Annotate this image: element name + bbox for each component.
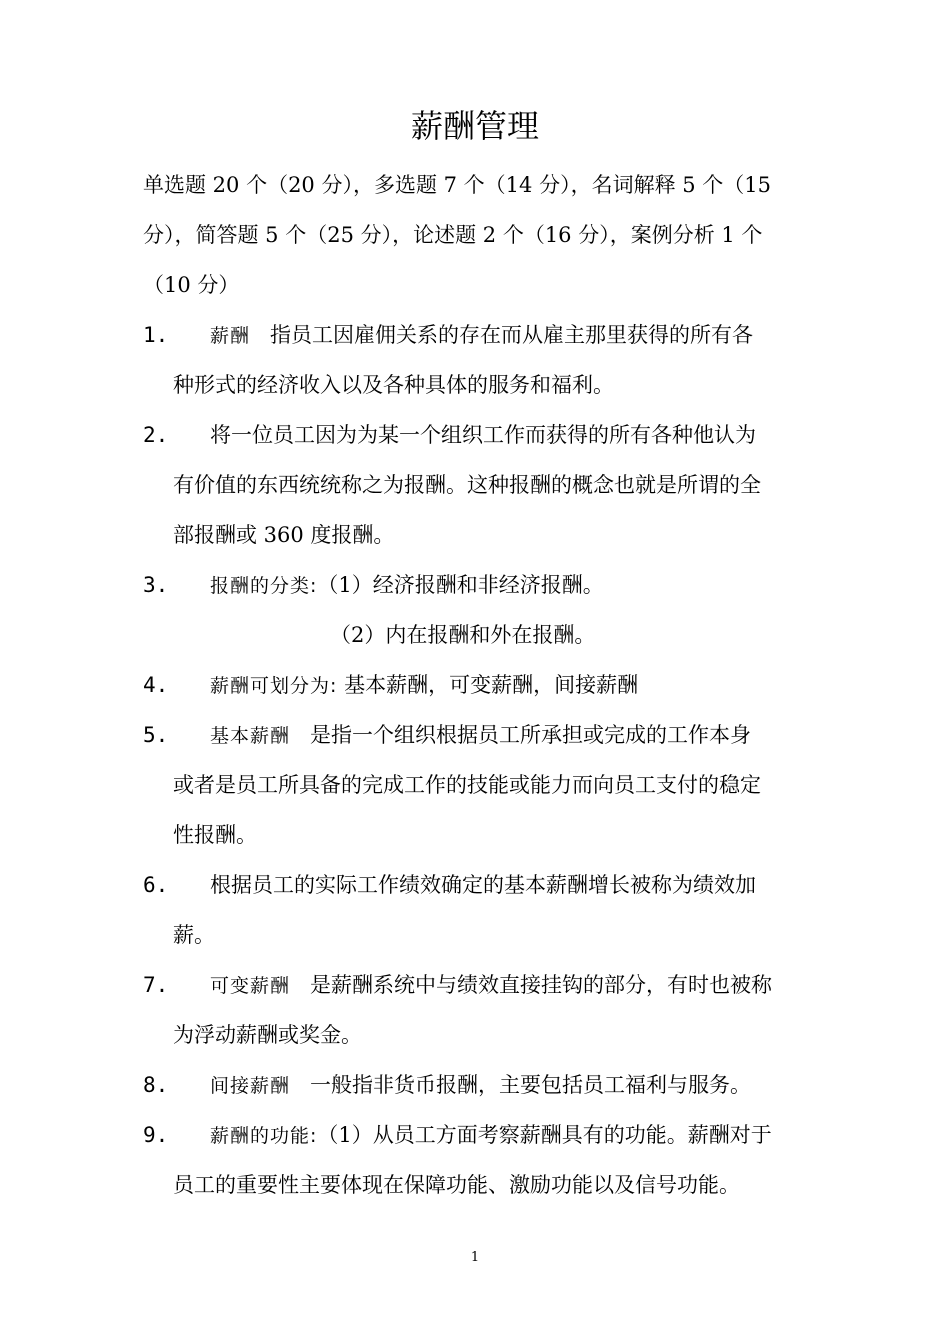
intro-line: 分），简答题 5 个（25 分），论述题 2 个（16 分），案例分析 1 个	[143, 223, 763, 247]
item-line: 性报酬。	[173, 823, 257, 847]
item-term: 可变薪酬	[210, 975, 291, 997]
item-text: 一般指非货币报酬，主要包括员工福利与服务。	[310, 1073, 752, 1097]
item-term: 薪酬	[210, 325, 251, 347]
item-number: 2.	[143, 423, 169, 447]
item-first-line: 将一位员工因为为某一个组织工作而获得的所有各种他认为	[210, 423, 756, 447]
item-number: 9.	[143, 1123, 169, 1147]
item-number: 8.	[143, 1073, 169, 1097]
item-first-line	[210, 970, 772, 1001]
item-first-line	[210, 320, 753, 351]
item-term: 薪酬可划分为:	[210, 675, 338, 697]
item-text: （1）从员工方面考察薪酬具有的功能。薪酬对于	[317, 1123, 772, 1147]
page-number: 1	[470, 1250, 480, 1265]
item-text: 基本薪酬，可变薪酬，间接薪酬	[344, 673, 639, 697]
item-first-line	[210, 1120, 772, 1151]
intro-line: 单选题 20 个（20 分），多选题 7 个（14 分），名词解释 5 个（15	[143, 173, 772, 197]
item-line: 为浮动薪酬或奖金。	[173, 1023, 362, 1047]
item-term: 间接薪酬	[210, 1075, 291, 1097]
item-first-line	[210, 670, 638, 701]
item-term: 报酬的分类:	[210, 575, 318, 597]
item-first-line	[210, 720, 751, 751]
item-text: 是薪酬系统中与绩效直接挂钩的部分，有时也被称	[310, 973, 773, 997]
item-line: 部报酬或 360 度报酬。	[173, 523, 395, 547]
item-line: 薪。	[173, 923, 215, 947]
item-text: 指员工因雇佣关系的存在而从雇主那里获得的所有各	[270, 323, 754, 347]
item-first-line	[210, 570, 604, 601]
item-line: 员工的重要性主要体现在保障功能、激励功能以及信号功能。	[173, 1173, 740, 1197]
intro-line: （10 分）	[143, 273, 240, 297]
item-first-line	[210, 1070, 751, 1101]
item-term: 薪酬的功能:	[210, 1125, 318, 1147]
item-line: 有价值的东西统统称之为报酬。这种报酬的概念也就是所谓的全	[173, 473, 761, 497]
item-number: 3.	[143, 573, 169, 597]
item-first-line: 根据员工的实际工作绩效确定的基本薪酬增长被称为绩效加	[210, 873, 756, 897]
item-number: 5.	[143, 723, 169, 747]
item-line: （2）内在报酬和外在报酬。	[330, 623, 596, 647]
item-number: 1.	[143, 323, 169, 347]
item-term: 基本薪酬	[210, 725, 291, 747]
item-number: 6.	[143, 873, 169, 897]
document-title: 薪酬管理	[410, 107, 539, 145]
item-line: 种形式的经济收入以及各种具体的服务和福利。	[173, 373, 614, 397]
item-number: 7.	[143, 973, 169, 997]
item-text: （1）经济报酬和非经济报酬。	[317, 573, 604, 597]
item-number: 4.	[143, 673, 169, 697]
item-line: 或者是员工所具备的完成工作的技能或能力而向员工支付的稳定	[173, 773, 761, 797]
item-text: 是指一个组织根据员工所承担或完成的工作本身	[310, 723, 752, 747]
